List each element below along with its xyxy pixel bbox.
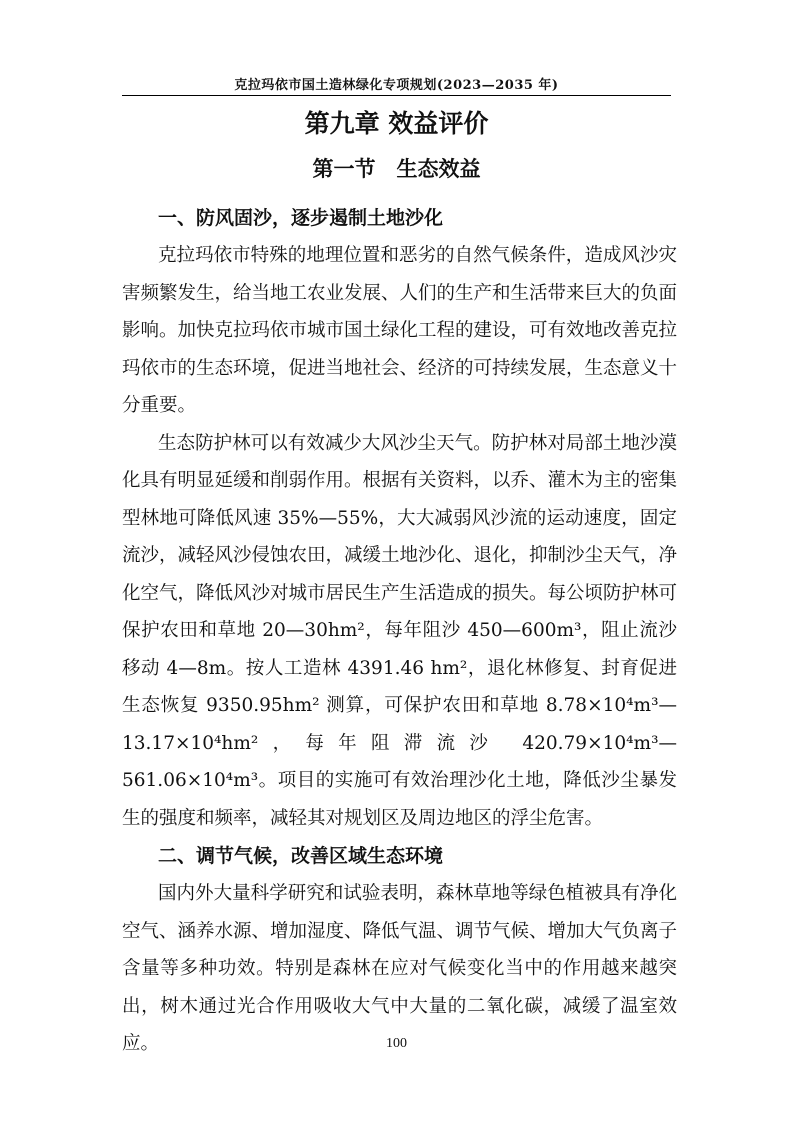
paragraph: 克拉玛依市特殊的地理位置和恶劣的自然气候条件，造成风沙灾害频繁发生，给当地工农业发展、人们的生产和生活带来巨大的负面影响。加快克拉玛依市城市国土绿化工程的建设，可有效地改善克拉玛依市的生态环境，促进当地社会、经济的可持续发展，生态意义十分重要。 bbox=[122, 245, 678, 416]
page-number: 100 bbox=[386, 1036, 407, 1051]
running-header: 克拉玛依市国土造林绿化专项规划(2023—2035 年) bbox=[234, 78, 559, 93]
paragraph: 生态防护林可以有效减少大风沙尘天气。防护林对局部土地沙漠化具有明显延缓和削弱作用。根据有关资料，以乔、灌木为主的密集型林地可降低风速 35%—55%，大大减弱风沙流的运动速度，固定流沙，减轻风沙侵蚀农田，减缓土地沙化、退化，抑制沙尘天气，净化空气，降低风沙对城市居民生产生活造成的损失。每公顷防护林可保护农田和草地 20—30hm²，每年阻沙 450—600m³，阻止流沙移动 4—8m。按人工造林 4391.46 hm²，退化林修复、封育促进生态恢复 9350.95hm² 测算，可保护农田和草地 8.78×10⁴m³—13.17×10⁴hm²，每年阻滞流沙 420.79×10⁴m³—561.06×10⁴m³。项目的实施可有效治理沙化土地，降低沙尘暴发生的强度和频率，减轻其对规划区及周边地区的浮尘危害。 bbox=[122, 432, 678, 829]
subsection-heading: 一、防风固沙，逐步遏制土地沙化 bbox=[158, 207, 444, 229]
paragraph: 国内外大量科学研究和试验表明，森林草地等绿色植被具有净化空气、涵养水源、增加湿度、降低气温、调节气候、增加大气负离子含量等多种功效。特别是森林在应对气候变化当中的作用越来越突出，树木通过光合作用吸收大气中大量的二氧化碳，减缓了温室效应。 bbox=[122, 883, 678, 1054]
header-rule bbox=[122, 95, 671, 96]
chapter-title: 第九章 效益评价 bbox=[304, 109, 489, 138]
body-text bbox=[122, 199, 677, 1063]
section-title: 第一节 生态效益 bbox=[312, 157, 481, 181]
subsection-heading: 二、调节气候，改善区域生态环境 bbox=[158, 845, 444, 867]
